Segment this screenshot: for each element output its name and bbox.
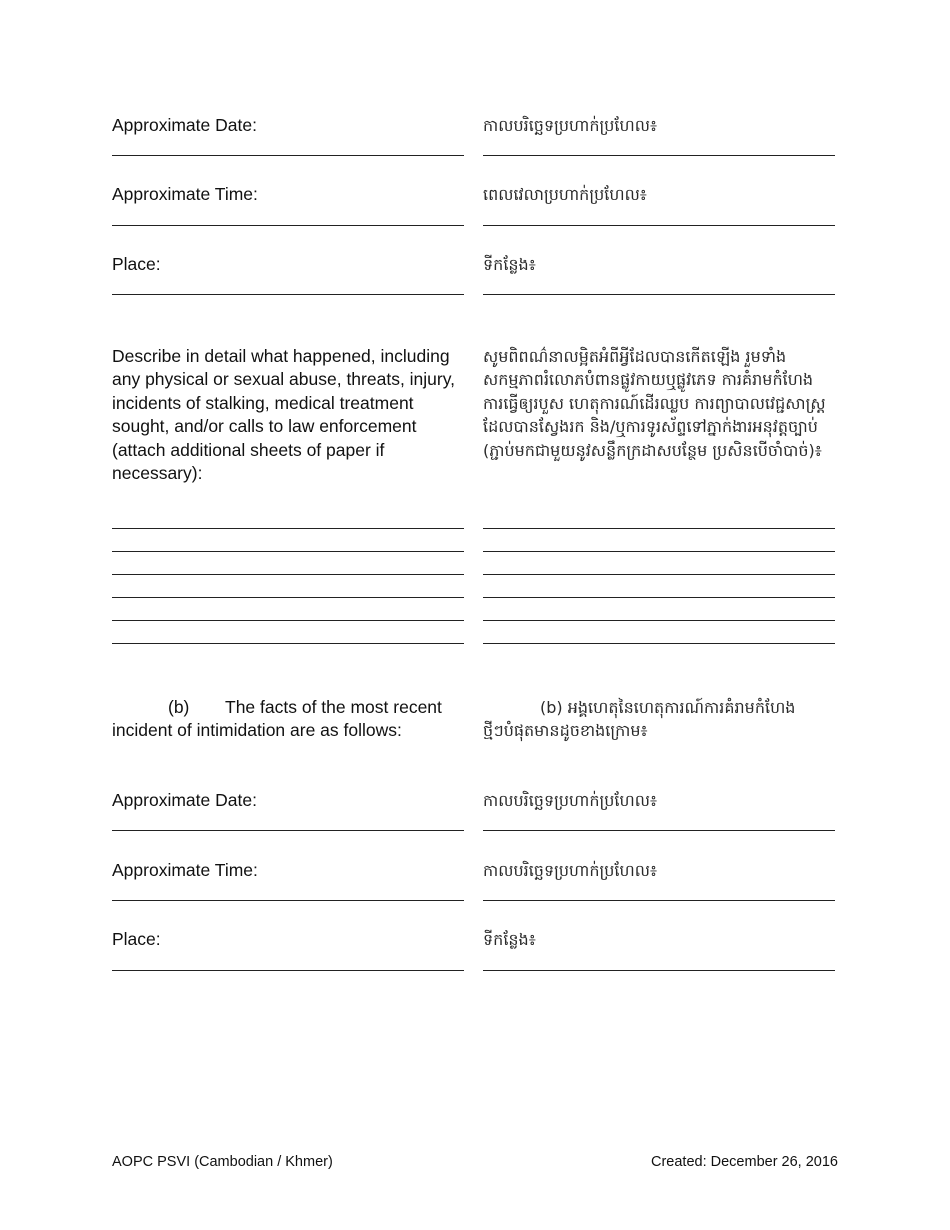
describe-instructions-km: សូមពិពណ៌នាលម្អិតអំពីអ្វីដែលបានកើតឡើង រួមទាំងសកម្មភាពរំលោភបំពានផ្លូវកាយឬផ្លូវភេទ ការគំរាមកំហែង ការធ្វើឲ្យរបួស ហេតុការណ៍ដើរឈ្លប ការព្យាបាលវេជ្ជសាស្ត្រដែលបានស្វែងរក និង/ឬការទូរស័ព្ទទៅភ្នាក់ងារអនុវត្តច្បាប់ (ភ្ជាប់មកជាមួយនូវសន្លឹកក្រដាសបន្ថែម ប្រសិនបើចាំបាច់)៖ (483, 347, 826, 460)
b-place-line-en[interactable] (112, 970, 464, 971)
answer-line-en[interactable] (112, 551, 464, 552)
footer-created-date: Created: December 26, 2016 (651, 1154, 838, 1170)
date-label-en: Approximate Date: (112, 115, 257, 135)
section-b-intro-km: (b) អង្គហេតុនៃហេតុការណ៍ការគំរាមកំហែង (540, 698, 796, 717)
answer-line-en[interactable] (112, 574, 464, 575)
place-line-en[interactable] (112, 294, 464, 295)
time-line-en[interactable] (112, 225, 464, 226)
answer-line-en[interactable] (112, 597, 464, 598)
footer-form-id: AOPC PSVI (Cambodian / Khmer) (112, 1154, 333, 1170)
b-time-line-km[interactable] (483, 900, 835, 901)
b-date-line-km[interactable] (483, 830, 835, 831)
b-time-line-en[interactable] (112, 900, 464, 901)
answer-line-km[interactable] (483, 574, 835, 575)
answer-line-km[interactable] (483, 597, 835, 598)
time-label-en: Approximate Time: (112, 184, 258, 204)
date-line-km[interactable] (483, 155, 835, 156)
b-place-label-km: ទីកន្លែង៖ (483, 930, 536, 949)
section-b-intro-en-line2: incident of intimidation are as follows: (112, 720, 402, 740)
b-time-label-km: កាលបរិច្ឆេទប្រហាក់ប្រហែល៖ (483, 861, 657, 880)
b-date-label-km: កាលបរិច្ឆេទប្រហាក់ប្រហែល៖ (483, 791, 657, 810)
answer-line-km[interactable] (483, 643, 835, 644)
answer-line-en[interactable] (112, 643, 464, 644)
b-place-line-km[interactable] (483, 970, 835, 971)
answer-line-en[interactable] (112, 620, 464, 621)
place-label-en: Place: (112, 254, 161, 274)
answer-line-km[interactable] (483, 620, 835, 621)
section-b-intro-km-line2: ថ្មីៗបំផុតមានដូចខាងក្រោម៖ (483, 721, 648, 740)
answer-line-en[interactable] (112, 528, 464, 529)
b-date-line-en[interactable] (112, 830, 464, 831)
section-b-intro-en: The facts of the most recent (225, 697, 442, 717)
date-line-en[interactable] (112, 155, 464, 156)
place-line-km[interactable] (483, 294, 835, 295)
time-line-km[interactable] (483, 225, 835, 226)
date-label-km: កាលបរិច្ឆេទប្រហាក់ប្រហែល៖ (483, 116, 657, 135)
b-place-label-en: Place: (112, 929, 161, 949)
describe-instructions-en: Describe in detail what happened, including any physical or sexual abuse, threats, injury, incidents of stalking, medical treatment sought, and/or calls to law enforcement (attach additional sheets of paper if necessary): (112, 346, 456, 484)
b-time-label-en: Approximate Time: (112, 860, 258, 880)
answer-line-km[interactable] (483, 551, 835, 552)
place-label-km: ទីកន្លែង៖ (483, 255, 536, 274)
time-label-km: ពេលវេលាប្រហាក់ប្រហែល៖ (483, 185, 647, 204)
section-b-marker-en: (b) (168, 697, 190, 717)
b-date-label-en: Approximate Date: (112, 790, 257, 810)
answer-line-km[interactable] (483, 528, 835, 529)
